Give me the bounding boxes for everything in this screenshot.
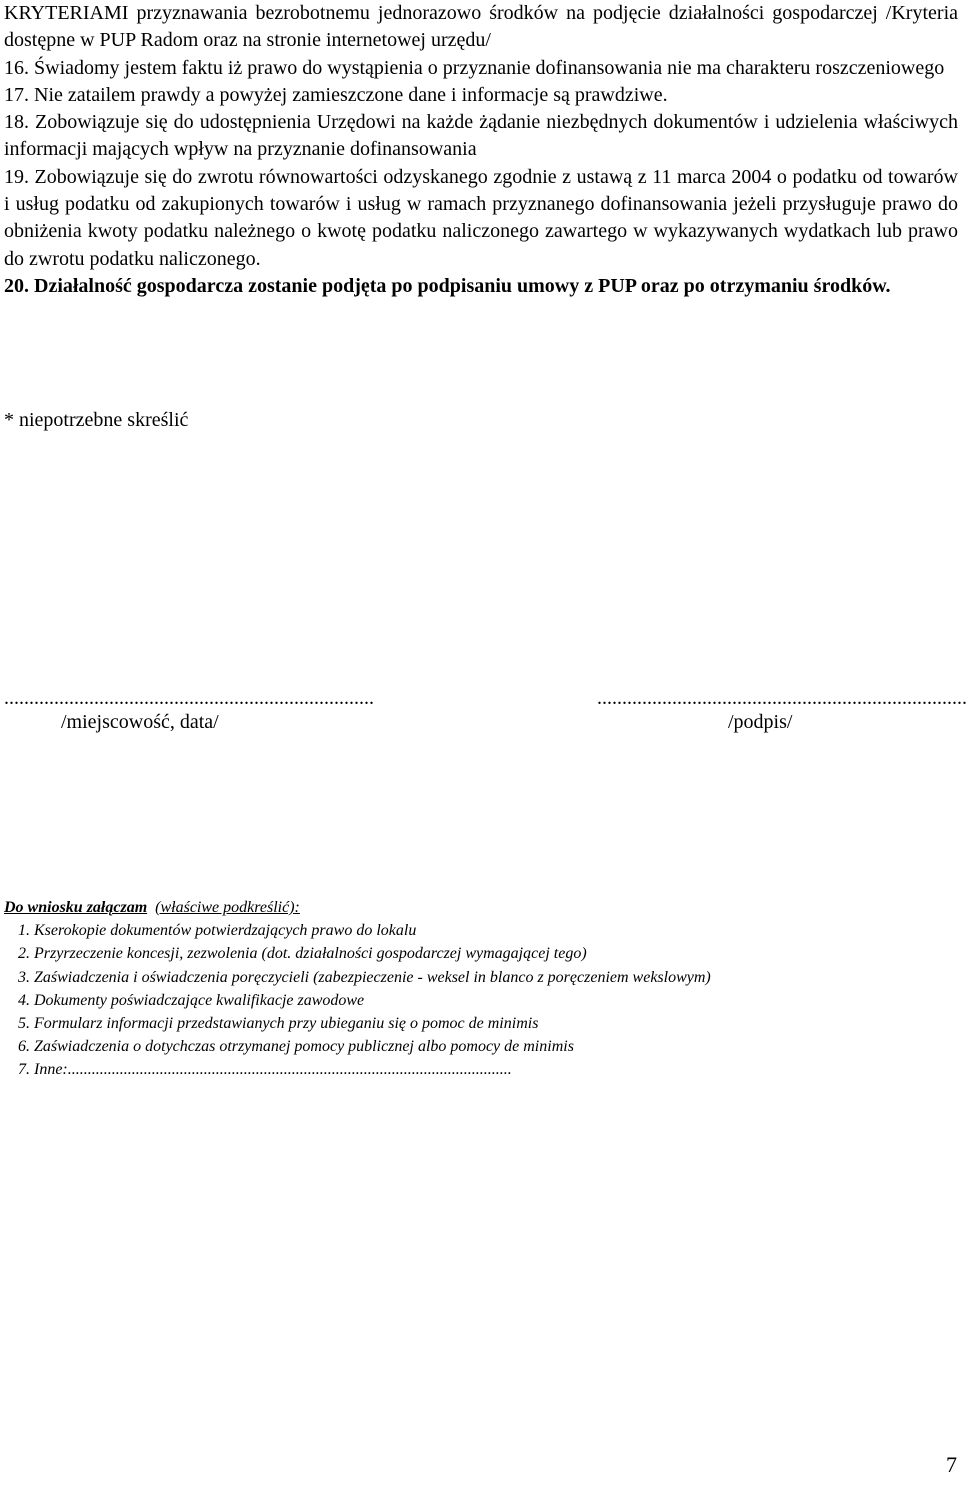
paragraph-17: 17. Nie zatailem prawdy a powyżej zamieszczone dane i informacje są prawdziwe. [4,83,668,106]
place-date-dotted-line: .......................................................................... [4,687,374,709]
signature-label: /podpis/ [728,711,793,733]
attachments-list [4,919,944,1081]
paragraph-criteria: KRYTERIAMI przyznawania bezrobotnemu jednorazowo środków na podjęcie działalności gospodarczej /Kryteria dostępne w PUP Radom oraz na stronie internetowej urzędu/ [4,2,958,52]
paragraph-16: 16. Świadomy jestem faktu iż prawo do wystąpienia o przyznanie dofinansowania nie ma charakteru roszczeniowego [4,56,945,79]
place-date-label: /miejscowość, data/ [61,711,219,733]
page-number: 7 [946,1452,957,1477]
footnote: * niepotrzebne skreślić [4,409,189,431]
attachment-item: 1. Kserokopie dokumentów potwierdzających prawo do lokalu [18,922,417,940]
paragraph-18: 18. Zobowiązuje się do udostępnienia Urzędowi na każde żądanie niezbędnych dokumentów i udzielenia właściwych informacji mających wpływ na przyznanie dofinansowania [4,111,958,161]
attachment-item: 4. Dokumenty poświadczające kwalifikacje zawodowe [18,991,365,1009]
paragraph-19: 19. Zobowiązuje się do zwrotu równowartości odzyskanego zgodnie z ustawą z 11 marca 2004 o podatku od towarów i usług podatku od zakupionych towarów i usług w ramach przyznanego dofinansowania jeżeli przysługuje prawo do obniżenia kwoty podatku należnego o kwotę podatku naliczonego zawartego w wykazywanych wydatkach lub prawo do zwrotu podatku naliczonego. [4,165,958,270]
attachment-item: 2. Przyrzeczenie koncesji, zezwolenia (dot. działalności gospodarczej wymagającej tego) [18,945,587,963]
attachment-item: 6. Zaświadczenia o dotychczas otrzymanej pomocy publicznej albo pomocy de minimis [18,1038,574,1056]
paragraph-20: 20. Działalność gospodarcza zostanie podjęta po podpisaniu umowy z PUP oraz po otrzymaniu środków. [4,274,891,297]
attachments-heading [4,896,944,919]
attachment-item: 5. Formularz informacji przedstawianych przy ubieganiu się o pomoc de minimis [18,1015,539,1033]
attachments-heading-main: Do wniosku załączam [4,899,148,916]
attachment-item: 3. Zaświadczenia i oświadczenia poręczycieli (zabezpieczenie - weksel in blanco z poręczeniem wekslowym) [18,968,711,986]
attachment-item: 7. Inne:............................................................................................................... [18,1061,512,1079]
signature-dotted-line: .......................................................................... [597,687,967,709]
attachments-section [4,896,944,1082]
attachments-heading-note: (właściwe podkreślić): [155,899,300,916]
declaration-body [4,0,958,300]
